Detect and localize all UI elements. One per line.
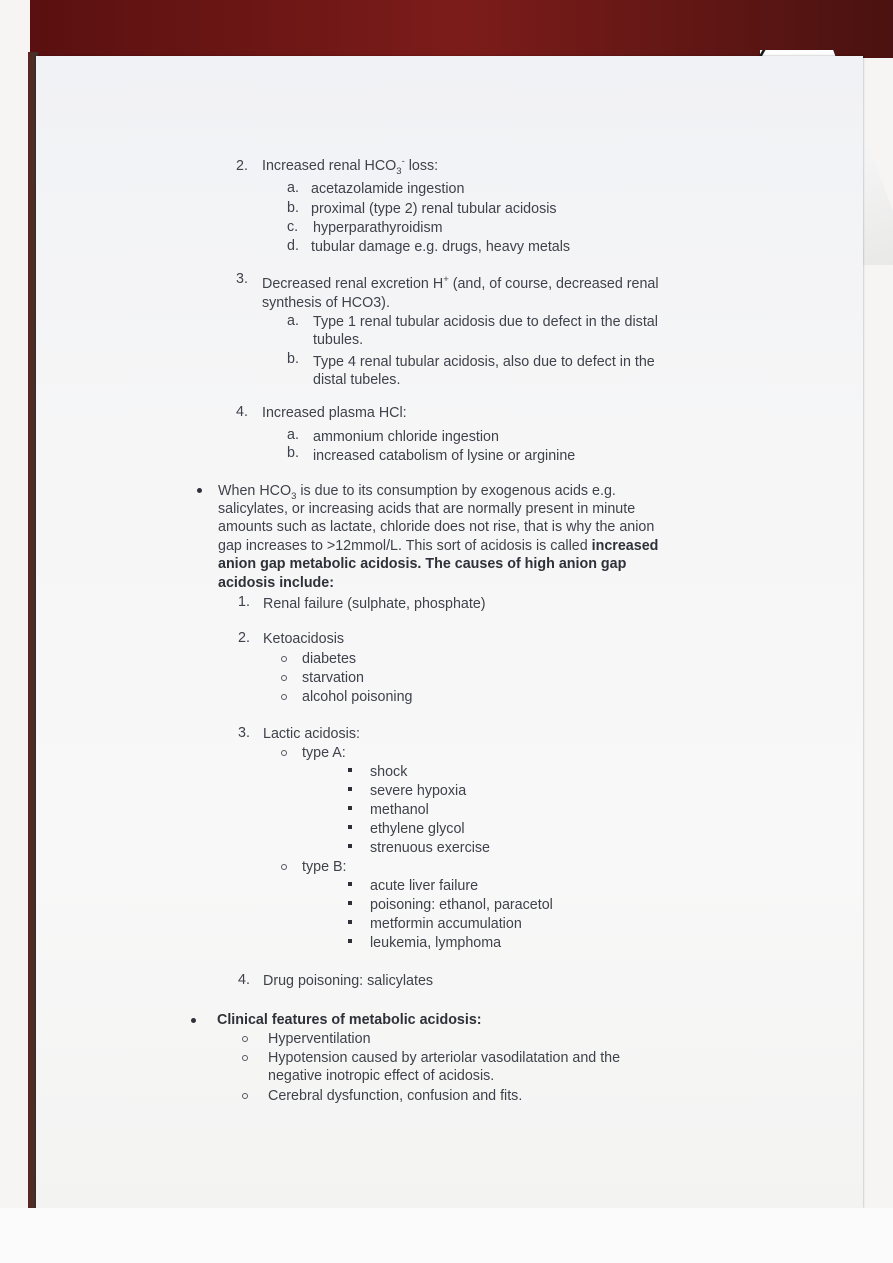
square-bullet [348, 825, 352, 829]
circle-bullet [281, 656, 287, 662]
square-bullet [348, 806, 352, 810]
list-letter: b. [287, 445, 299, 461]
nested-item: shock [370, 764, 408, 780]
list-number: 3. [236, 271, 248, 287]
circle-bullet [281, 675, 287, 681]
sub-item: alcohol poisoning [302, 689, 413, 705]
list-number: 4. [236, 404, 248, 420]
list-number: 4. [238, 972, 250, 988]
circle-bullet [281, 750, 287, 756]
paragraph-line: amounts such as lactate, chloride does not rise, that is why the anion [218, 519, 655, 535]
list-letter: b. [287, 200, 299, 216]
list-item: tubular damage e.g. drugs, heavy metals [311, 239, 571, 255]
cause-item: Lactic acidosis: [263, 726, 360, 742]
paragraph-line: salicylates, or increasing acids that are normally present in minute [218, 501, 636, 517]
sub-item: starvation [302, 670, 364, 686]
bullet-dot [197, 488, 202, 493]
nested-item: severe hypoxia [370, 783, 467, 799]
clinical-title: Clinical features of metabolic acidosis: [217, 1012, 482, 1028]
circle-bullet [242, 1036, 248, 1042]
list-item: acetazolamide ingestion [311, 181, 465, 197]
item3-line2: synthesis of HCO3). [262, 295, 390, 311]
list-letter: b. [287, 351, 299, 367]
cause-item: Renal failure (sulphate, phosphate) [263, 596, 486, 612]
list-letter: d. [287, 238, 299, 254]
list-item: increased catabolism of lysine or arginine [313, 448, 576, 464]
cause-item: Drug poisoning: salicylates [263, 973, 434, 989]
list-item-continuation: tubules. [313, 332, 364, 348]
square-bullet [348, 920, 352, 924]
list-item: Type 1 renal tubular acidosis due to defect in the distal [313, 314, 658, 330]
list-item: proximal (type 2) renal tubular acidosis [311, 201, 557, 217]
circle-bullet [281, 694, 287, 700]
list-letter: a. [287, 313, 299, 329]
sub-item: type B: [302, 859, 347, 875]
circle-bullet [242, 1093, 248, 1099]
circle-bullet [281, 864, 287, 870]
square-bullet [348, 844, 352, 848]
list-letter: c. [287, 219, 299, 235]
paragraph-line-bold: acidosis include: [218, 575, 334, 591]
sub-item: type A: [302, 745, 346, 761]
nested-item: strenuous exercise [370, 840, 490, 856]
list-item: ammonium chloride ingestion [313, 429, 499, 445]
list-letter: a. [287, 427, 299, 443]
item4-title: Increased plasma HCl: [262, 405, 407, 421]
paragraph-line-bold: anion gap metabolic acidosis. The causes of high anion gap [218, 556, 627, 572]
paragraph-line: When $HCO_3$ is due to its consumption by exogenous acids e.g. [218, 483, 616, 502]
list-number: 2. [238, 630, 250, 646]
item3-line1: Decreased renal excretion H+ (and, of course, decreased renal [262, 274, 659, 292]
nested-item: methanol [370, 802, 429, 818]
square-bullet [348, 882, 352, 886]
list-number: 2. [236, 158, 248, 174]
bullet-dot [191, 1018, 196, 1023]
square-bullet [348, 901, 352, 905]
feature-item-continuation: negative inotropic effect of acidosis. [268, 1068, 495, 1084]
square-bullet [348, 939, 352, 943]
square-bullet [348, 787, 352, 791]
feature-item: Hyperventilation [268, 1031, 371, 1047]
nested-item: leukemia, lymphoma [370, 935, 502, 951]
square-bullet [348, 768, 352, 772]
nested-item: ethylene glycol [370, 821, 465, 837]
list-letter: a. [287, 180, 299, 196]
nested-item: metformin accumulation [370, 916, 522, 932]
nested-item: acute liver failure [370, 878, 479, 894]
list-item: hyperparathyroidism [313, 220, 443, 236]
item2-title: Increased renal $HCO_3^-$ loss: [262, 156, 439, 177]
nested-item: poisoning: ethanol, paracetol [370, 897, 553, 913]
list-number: 3. [238, 725, 250, 741]
list-number: 1. [238, 594, 250, 610]
list-item-continuation: distal tubeles. [313, 372, 401, 388]
feature-item: Cerebral dysfunction, confusion and fits. [268, 1088, 523, 1104]
feature-item: Hypotension caused by arteriolar vasodilatation and the [268, 1050, 621, 1066]
circle-bullet [242, 1055, 248, 1061]
document-page [36, 56, 863, 1208]
list-item: Type 4 renal tubular acidosis, also due to defect in the [313, 354, 655, 370]
cause-item: Ketoacidosis [263, 631, 345, 647]
sub-item: diabetes [302, 651, 357, 667]
paragraph-line: gap increases to >12mmol/L. This sort of acidosis is called increased [218, 538, 659, 554]
bottom-margin [0, 1208, 893, 1263]
